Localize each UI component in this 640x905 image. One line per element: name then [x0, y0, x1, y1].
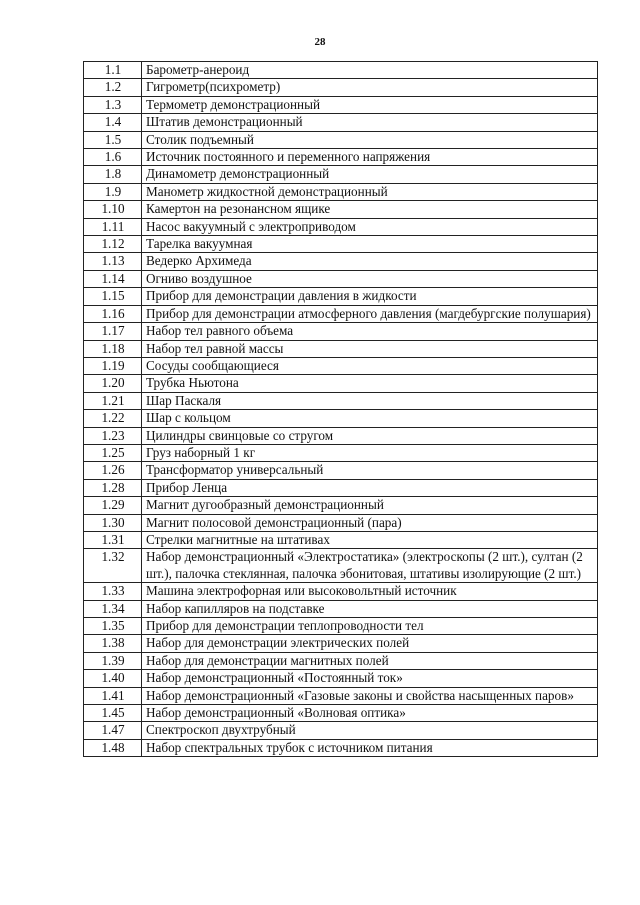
item-number: 1.17 — [84, 323, 142, 340]
item-name: Магнит полосовой демонстрационный (пара) — [142, 514, 598, 531]
item-name: Набор демонстрационный «Волновая оптика» — [142, 705, 598, 722]
item-number: 1.13 — [84, 253, 142, 270]
item-name: Набор спектральных трубок с источником питания — [142, 739, 598, 756]
item-name: Гигрометр(психрометр) — [142, 79, 598, 96]
item-number: 1.8 — [84, 166, 142, 183]
item-number: 1.48 — [84, 739, 142, 756]
item-name: Стрелки магнитные на штативах — [142, 531, 598, 548]
item-number: 1.10 — [84, 201, 142, 218]
item-number: 1.3 — [84, 96, 142, 113]
item-name: Источник постоянного и переменного напряжения — [142, 149, 598, 166]
item-name: Набор тел равного объема — [142, 323, 598, 340]
item-name: Набор демонстрационный «Электростатика» (электроскопы (2 шт.), султан (2 шт.), палочка стеклянная, палочка эбонитовая, штативы изолирующие (2 шт.) — [142, 549, 598, 583]
item-name: Машина электрофорная или высоковольтный источник — [142, 583, 598, 600]
item-number: 1.33 — [84, 583, 142, 600]
item-number: 1.41 — [84, 687, 142, 704]
table-row — [84, 114, 598, 131]
table-row — [84, 722, 598, 739]
table-row — [84, 531, 598, 548]
table-row — [84, 618, 598, 635]
item-name: Магнит дугообразный демонстрационный — [142, 497, 598, 514]
item-name: Термометр демонстрационный — [142, 96, 598, 113]
item-number: 1.11 — [84, 218, 142, 235]
item-name: Тарелка вакуумная — [142, 236, 598, 253]
item-number: 1.2 — [84, 79, 142, 96]
item-number: 1.47 — [84, 722, 142, 739]
item-number: 1.5 — [84, 131, 142, 148]
table-row — [84, 340, 598, 357]
table-row — [84, 305, 598, 322]
item-number: 1.40 — [84, 670, 142, 687]
table-row — [84, 183, 598, 200]
item-number: 1.15 — [84, 288, 142, 305]
table-row — [84, 392, 598, 409]
item-number: 1.12 — [84, 236, 142, 253]
table-row — [84, 479, 598, 496]
table-row — [84, 270, 598, 287]
item-number: 1.21 — [84, 392, 142, 409]
item-name: Набор демонстрационный «Постоянный ток» — [142, 670, 598, 687]
table-row — [84, 201, 598, 218]
item-number: 1.28 — [84, 479, 142, 496]
page-number: 28 — [314, 36, 326, 48]
item-name: Набор для демонстрации электрических полей — [142, 635, 598, 652]
table-row — [84, 149, 598, 166]
item-name: Трансформатор универсальный — [142, 462, 598, 479]
table-row — [84, 253, 598, 270]
item-name: Набор капилляров на подставке — [142, 600, 598, 617]
table-row — [84, 357, 598, 374]
item-name: Набор демонстрационный «Газовые законы и свойства насыщенных паров» — [142, 687, 598, 704]
table-row — [84, 687, 598, 704]
table-row — [84, 549, 598, 583]
table-row — [84, 444, 598, 461]
item-name: Шар Паскаля — [142, 392, 598, 409]
item-name: Ведерко Архимеда — [142, 253, 598, 270]
item-number: 1.38 — [84, 635, 142, 652]
item-number: 1.31 — [84, 531, 142, 548]
item-number: 1.23 — [84, 427, 142, 444]
item-name: Сосуды сообщающиеся — [142, 357, 598, 374]
item-name: Прибор Ленца — [142, 479, 598, 496]
item-name: Трубка Ньютона — [142, 375, 598, 392]
table-row — [84, 62, 598, 79]
item-number: 1.32 — [84, 549, 142, 583]
item-number: 1.9 — [84, 183, 142, 200]
table-row — [84, 96, 598, 113]
item-number: 1.14 — [84, 270, 142, 287]
item-name: Огниво воздушное — [142, 270, 598, 287]
item-name: Набор для демонстрации магнитных полей — [142, 652, 598, 669]
item-number: 1.18 — [84, 340, 142, 357]
equipment-table — [83, 61, 598, 757]
item-number: 1.25 — [84, 444, 142, 461]
item-name: Столик подъемный — [142, 131, 598, 148]
table-row — [84, 670, 598, 687]
item-number: 1.1 — [84, 62, 142, 79]
table-row — [84, 131, 598, 148]
item-number: 1.26 — [84, 462, 142, 479]
item-name: Динамометр демонстрационный — [142, 166, 598, 183]
item-name: Прибор для демонстрации атмосферного давления (магдебургские полушария) — [142, 305, 598, 322]
item-number: 1.20 — [84, 375, 142, 392]
table-row — [84, 600, 598, 617]
item-name: Прибор для демонстрации теплопроводности тел — [142, 618, 598, 635]
item-name: Прибор для демонстрации давления в жидкости — [142, 288, 598, 305]
item-name: Цилиндры свинцовые со стругом — [142, 427, 598, 444]
item-number: 1.16 — [84, 305, 142, 322]
table-row — [84, 236, 598, 253]
table-row — [84, 323, 598, 340]
table-row — [84, 497, 598, 514]
item-name: Камертон на резонансном ящике — [142, 201, 598, 218]
table-row — [84, 514, 598, 531]
table-row — [84, 652, 598, 669]
item-number: 1.39 — [84, 652, 142, 669]
table-row — [84, 705, 598, 722]
table-row — [84, 427, 598, 444]
table-row — [84, 218, 598, 235]
item-name: Манометр жидкостной демонстрационный — [142, 183, 598, 200]
table-row — [84, 166, 598, 183]
item-number: 1.19 — [84, 357, 142, 374]
item-name: Груз наборный 1 кг — [142, 444, 598, 461]
item-name: Насос вакуумный с электроприводом — [142, 218, 598, 235]
item-number: 1.4 — [84, 114, 142, 131]
table-row — [84, 462, 598, 479]
table-row — [84, 635, 598, 652]
table-row — [84, 288, 598, 305]
table-row — [84, 583, 598, 600]
item-number: 1.6 — [84, 149, 142, 166]
item-number: 1.30 — [84, 514, 142, 531]
item-number: 1.34 — [84, 600, 142, 617]
item-number: 1.29 — [84, 497, 142, 514]
item-name: Штатив демонстрационный — [142, 114, 598, 131]
equipment-table-body — [84, 62, 598, 757]
item-number: 1.45 — [84, 705, 142, 722]
item-name: Барометр-анероид — [142, 62, 598, 79]
table-row — [84, 79, 598, 96]
table-row — [84, 375, 598, 392]
table-row — [84, 739, 598, 756]
item-number: 1.22 — [84, 410, 142, 427]
item-name: Шар с кольцом — [142, 410, 598, 427]
item-number: 1.35 — [84, 618, 142, 635]
item-name: Спектроскоп двухтрубный — [142, 722, 598, 739]
table-row — [84, 410, 598, 427]
item-name: Набор тел равной массы — [142, 340, 598, 357]
